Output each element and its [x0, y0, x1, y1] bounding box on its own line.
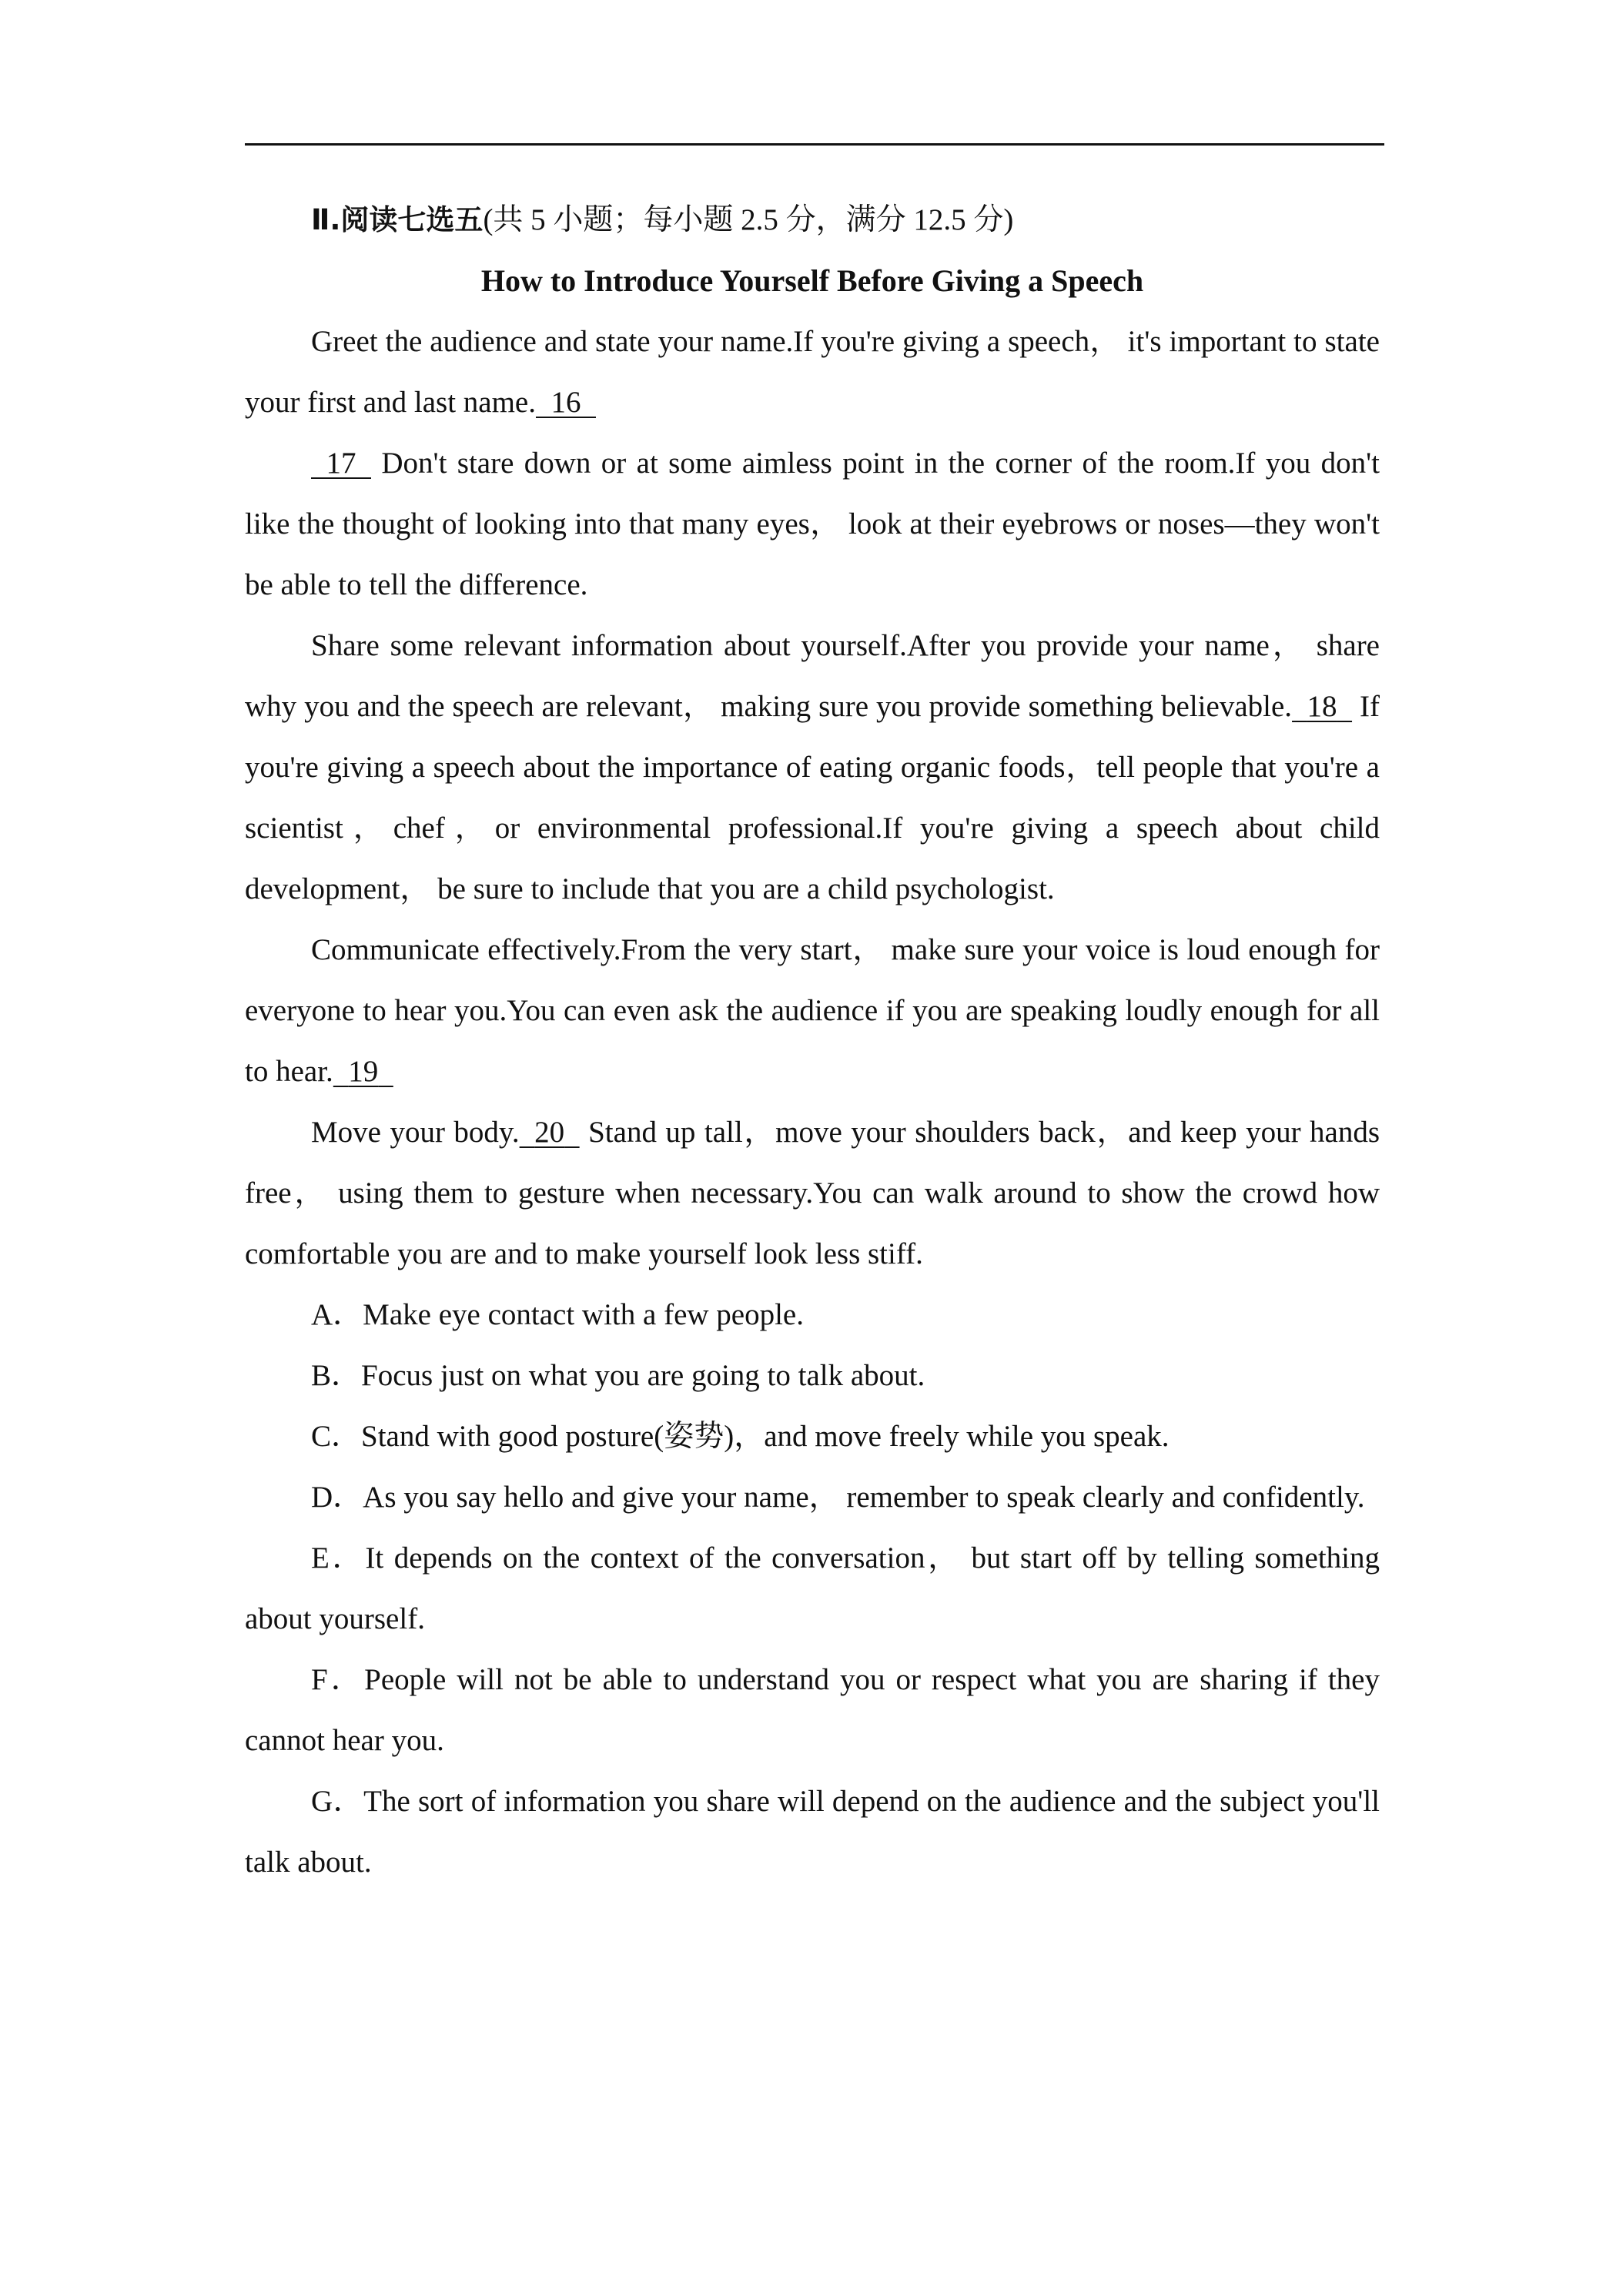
option-a: A．Make eye contact with a few people. [311, 1298, 804, 1331]
passage-title: How to Introduce Yourself Before Giving a Speech [480, 263, 1144, 298]
option-d: D．As you say hello and give your name， remember to speak clearly and confidently. [311, 1481, 1365, 1514]
section-heading-label: Ⅱ.阅读七选五 [311, 203, 484, 236]
answer-blank-20: 20 [534, 1116, 565, 1149]
paragraph-3 [245, 615, 1380, 919]
header-rule [245, 143, 1384, 146]
answer-blank-17: 17 [326, 447, 356, 480]
paragraph-2 [245, 433, 1380, 615]
paragraph-4 [245, 919, 1380, 1102]
paragraph-text: Greet the audience and state your name.If you're giving a speech， it's important to state your first and last name. [245, 325, 1380, 419]
option-g: G．The sort of information you share will depend on the audience and the subject you'll talk about. [245, 1785, 1380, 1879]
option-c: C．Stand with good posture(姿势)，and move freely while you speak. [311, 1420, 1170, 1453]
paragraph-text: Move your body. [311, 1116, 520, 1149]
answer-blank-16: 16 [550, 386, 581, 419]
paragraph-5 [245, 1102, 1380, 1284]
document-content [245, 189, 1380, 1893]
paragraph-text: If you're giving a speech about the importance of eating organic foods，tell people that you're a scientist，chef，or environmental professional.If you're giving a speech about child development， be sure to include that you are a child psychologist. [245, 690, 1380, 905]
paragraph-text: Stand up tall，move your shoulders back，and keep your hands free， using them to gesture when necessary.You can walk around to show the crowd how comfortable you are and to make yourself look less stiff. [245, 1116, 1380, 1270]
paragraph-text: Don't stare down or at some aimless point in the corner of the room.If you don't like the thought of looking into that many eyes， look at their eyebrows or noses—they won't be able to tell the difference. [245, 447, 1380, 601]
paragraph-1 [245, 311, 1380, 433]
section-score-note: (共 5 小题；每小题 2.5 分，满分 12.5 分) [483, 203, 1014, 236]
paragraph-text: Communicate effectively.From the very start， make sure your voice is loud enough for everyone to hear you.You can even ask the audience if you are speaking loudly enough for all to hear. [245, 933, 1380, 1088]
answer-blank-18: 18 [1307, 690, 1337, 723]
section-heading [245, 189, 1380, 250]
answer-blank-19: 19 [348, 1055, 379, 1088]
option-f: F．People will not be able to understand you or respect what you are sharing if they cannot hear you. [245, 1663, 1380, 1757]
paragraph-text: Share some relevant information about yourself.After you provide your name， share why you and the speech are relevant， making sure you provide something believable. [245, 629, 1380, 723]
answer-options [245, 1284, 1380, 1893]
option-b: B．Focus just on what you are going to talk about. [311, 1359, 925, 1392]
option-e: E．It depends on the context of the conversation， but start off by telling something about yourself. [245, 1541, 1380, 1635]
